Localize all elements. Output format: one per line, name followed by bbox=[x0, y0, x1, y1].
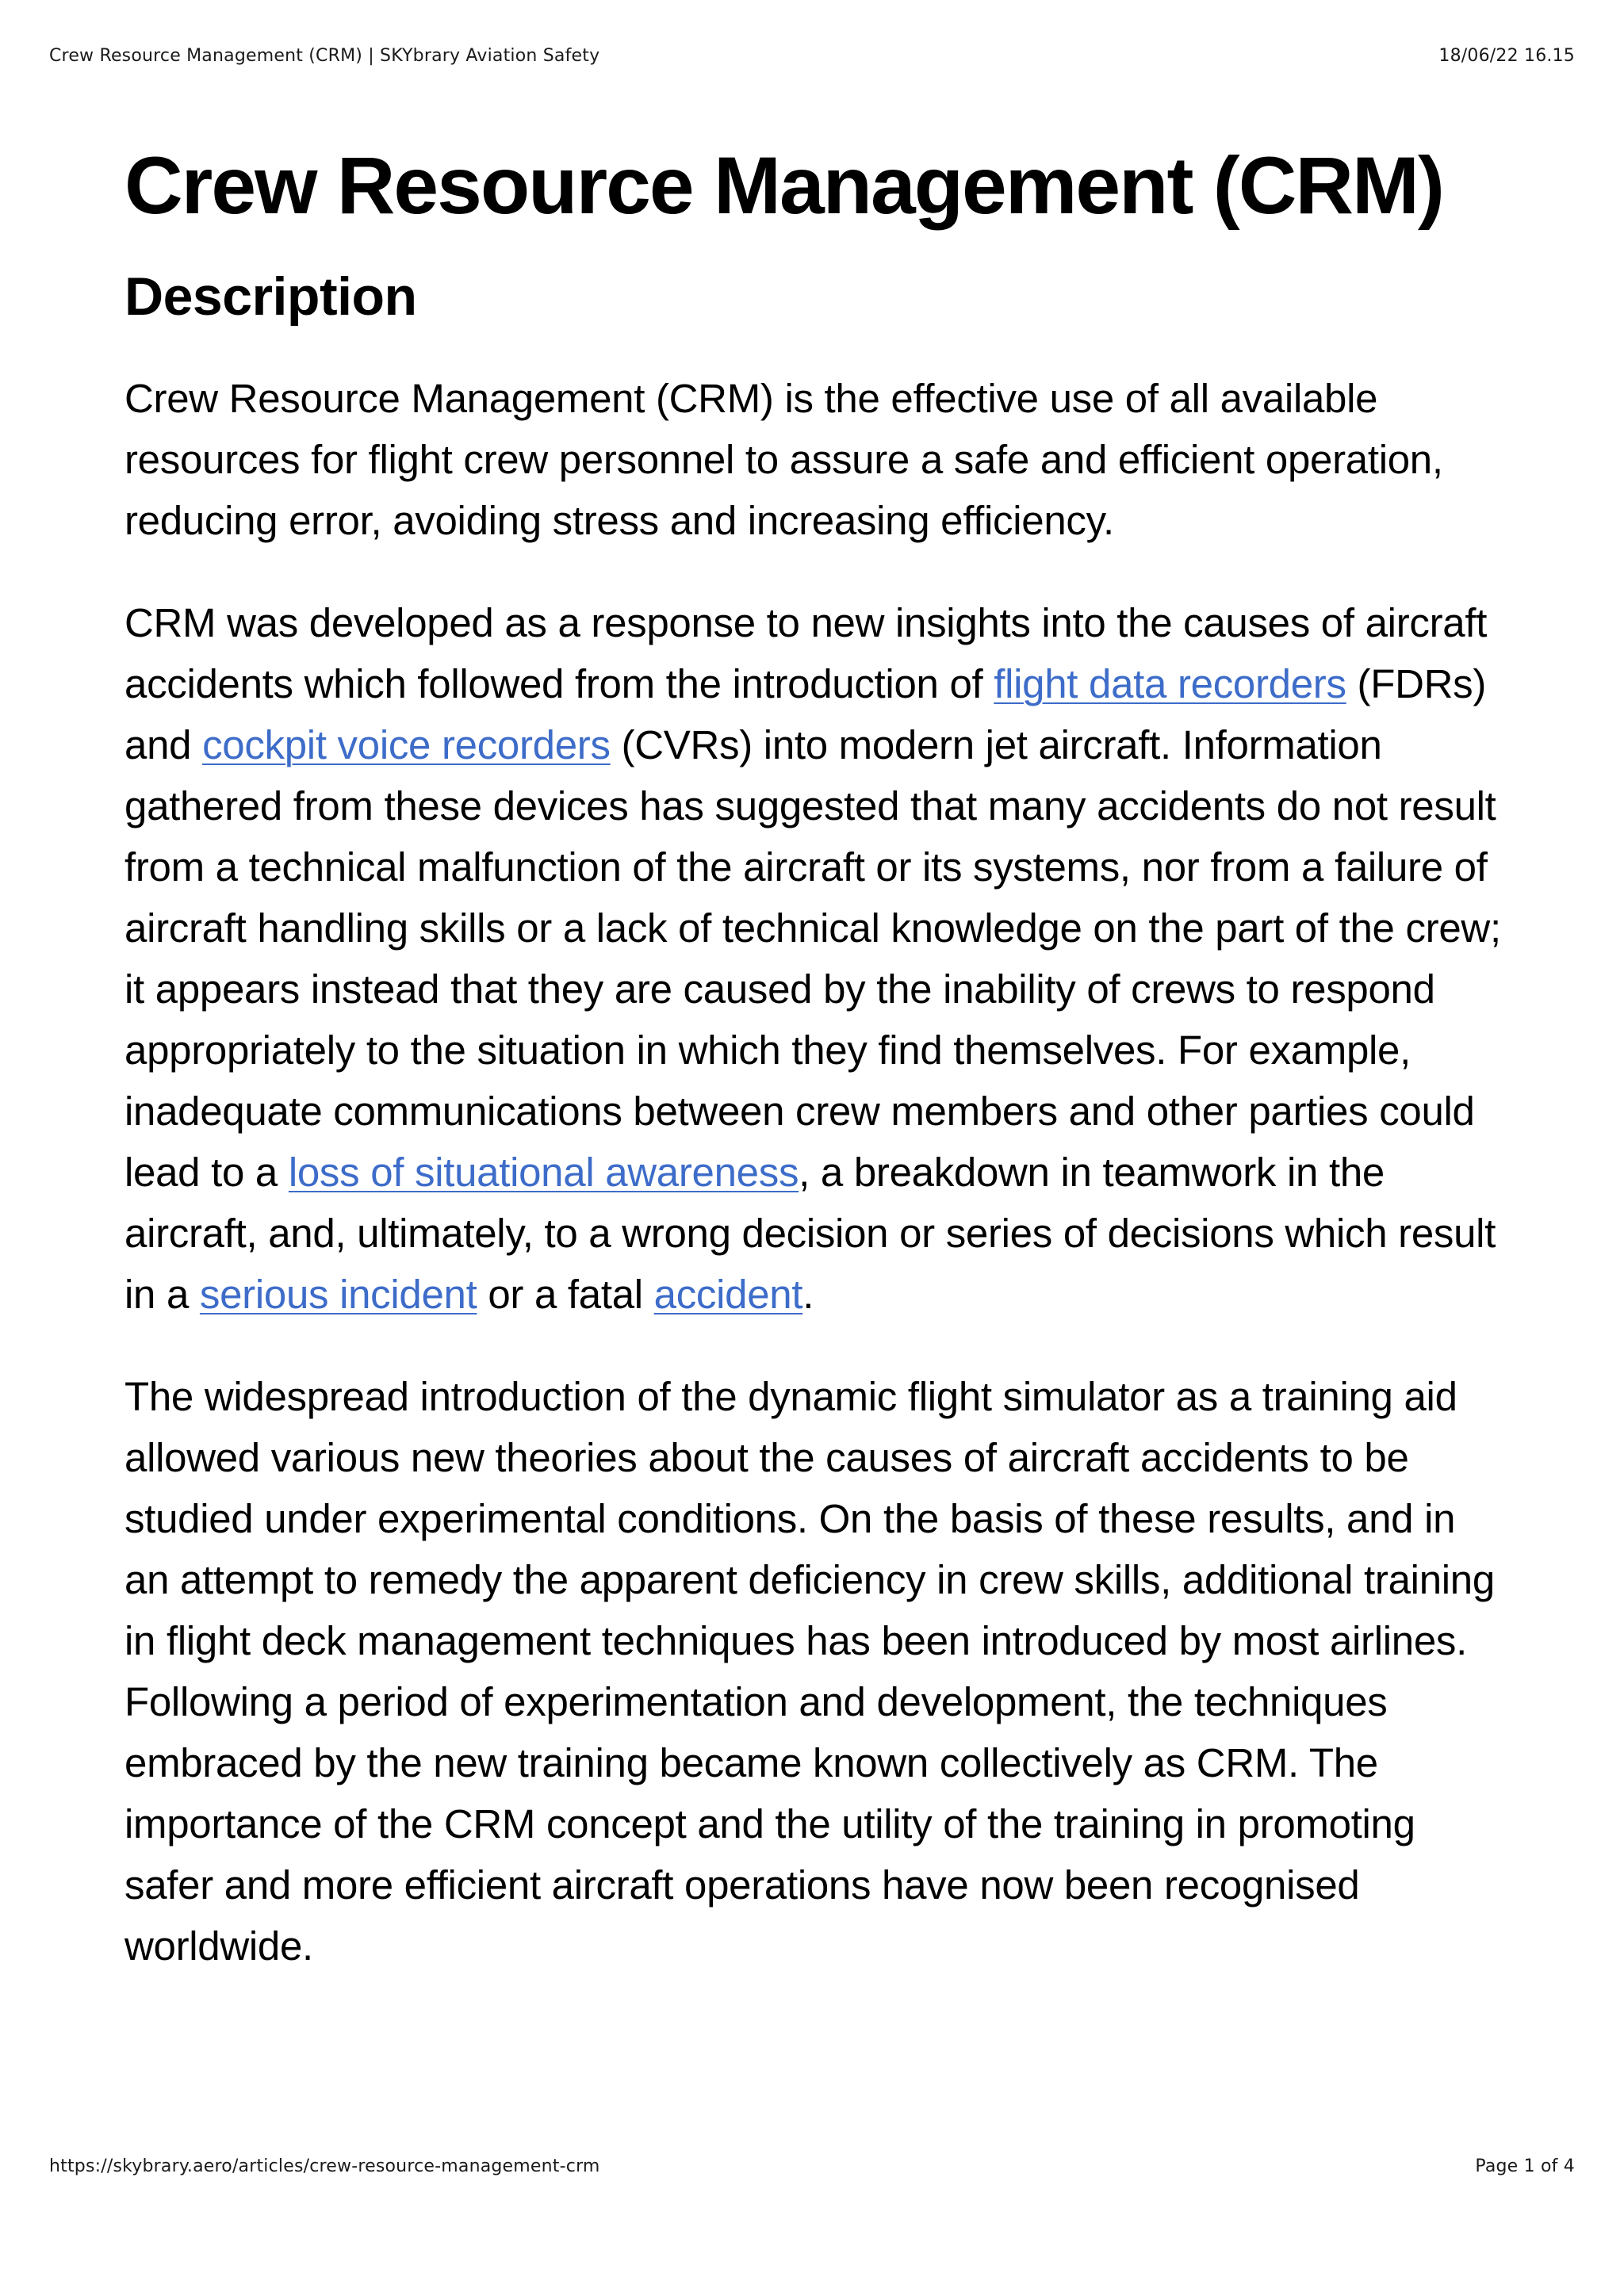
paragraph-1: Crew Resource Management (CRM) is the effective use of all available resources for flight crew personnel to assure a safe and efficient operation, reducing error, avoiding stress and increasing efficiency. bbox=[124, 376, 1443, 543]
link-flight-data-recorders[interactable]: flight data recorders bbox=[994, 661, 1346, 706]
link-loss-of-situational-awareness[interactable]: loss of situational awareness bbox=[288, 1150, 799, 1195]
article-title: Crew Resource Management (CRM) bbox=[124, 140, 1443, 231]
link-accident[interactable]: accident bbox=[653, 1272, 803, 1317]
print-header bbox=[0, 46, 1624, 78]
paragraph-2-text: CRM was developed as a response to new insights into the causes of aircraft accidents which followed from the introduction of bbox=[124, 600, 1488, 706]
link-serious-incident[interactable]: serious incident bbox=[199, 1272, 477, 1317]
section-heading-description: Description bbox=[124, 266, 417, 327]
print-datetime: 18/06/22 16.15 bbox=[1438, 46, 1575, 66]
paragraph-2-text: or a fatal bbox=[477, 1272, 654, 1317]
link-cockpit-voice-recorders[interactable]: cockpit voice recorders bbox=[202, 722, 611, 767]
print-url: https://skybrary.aero/articles/crew-resource-management-crm bbox=[49, 2156, 600, 2176]
paragraph-2-text: (FDRs) and bbox=[124, 661, 1487, 767]
print-footer bbox=[0, 2156, 1624, 2188]
paragraph-2-text: . bbox=[802, 1272, 814, 1317]
paragraph-2-text: , a breakdown in teamwork in the aircraft, and, ultimately, to a wrong decision or series of decisions which result in a bbox=[124, 1150, 1496, 1317]
article bbox=[124, 133, 1504, 1976]
paragraph-3: The widespread introduction of the dynamic flight simulator as a training aid allowed various new theories about the causes of aircraft accidents to be studied under experimental conditions. On the basis of these results, and in an attempt to remedy the apparent deficiency in crew skills, additional training in flight deck management techniques has been introduced by most airlines. Following a period of experimentation and development, the techniques embraced by the new training became known collectively as CRM. The importance of the CRM concept and the utility of the training in promoting safer and more efficient aircraft operations have now been recognised worldwide. bbox=[124, 1374, 1495, 1969]
paragraph-2 bbox=[124, 592, 1504, 1325]
print-page-number: Page 1 of 4 bbox=[1475, 2156, 1575, 2176]
paragraph-2-text: (CVRs) into modern jet aircraft. Information gathered from these devices has suggested that many accidents do not result from a technical malfunction of the aircraft or its systems, nor from a failure of aircraft handling skills or a lack of technical knowledge on the part of the crew; it appears instead that they are caused by the inability of crews to respond appropriately to the situation in which they find themselves. For example, inadequate communications between crew members and other parties could lead to a bbox=[124, 722, 1501, 1195]
print-page-title: Crew Resource Management (CRM) | SKYbrary Aviation Safety bbox=[49, 46, 600, 66]
